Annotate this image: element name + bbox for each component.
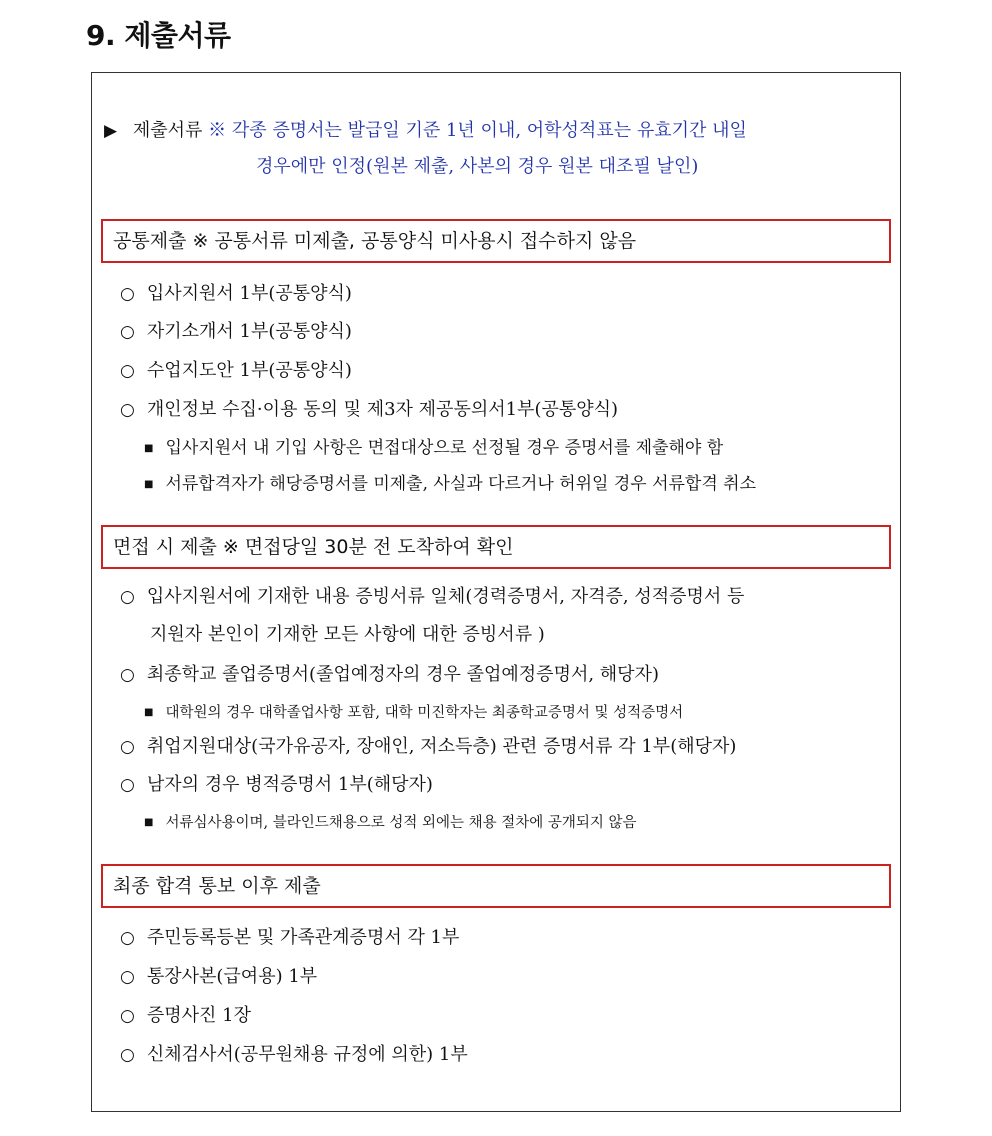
circle-bullet-icon: ○	[120, 737, 135, 757]
square-bullet-icon: ■	[144, 443, 154, 454]
section-title: 9. 제출서류	[86, 19, 231, 52]
sub-item	[144, 431, 723, 466]
list-item	[120, 919, 459, 957]
sub-item-text: 입사지원서 내 기입 사항은 면접대상으로 선정될 경우 증명서를 제출해야 함	[165, 438, 724, 458]
list-item	[120, 313, 352, 351]
sub-item	[144, 467, 756, 502]
group-header-final: 최종 합격 통보 이후 제출	[101, 864, 891, 908]
list-item-text: 통장사본(급여용) 1부	[146, 966, 318, 987]
group-header-common: 공통제출 ※ 공통서류 미제출, 공통양식 미사용시 접수하지 않음	[101, 219, 891, 263]
list-item	[120, 958, 317, 996]
list-item-text: 입사지원서 1부(공통양식)	[146, 283, 352, 304]
intro-note-line2: 경우에만 인정(원본 제출, 사본의 경우 원본 대조필 날인)	[256, 156, 699, 177]
list-item-continuation: 지원자 본인이 기재한 모든 사항에 대한 증빙서류 )	[150, 624, 545, 645]
list-item-text: 입사지원서에 기재한 내용 증빙서류 일체(경력증명서, 자격증, 성적증명서 등	[146, 586, 745, 607]
list-item-text: 신체검사서(공무원채용 규정에 의한) 1부	[146, 1044, 468, 1065]
intro-note-line1: ※ 각종 증명서는 발급일 기준 1년 이내, 어학성적표는 유효기간 내일	[208, 120, 747, 141]
circle-bullet-icon: ○	[120, 322, 135, 342]
sub-item	[144, 696, 683, 730]
circle-bullet-icon: ○	[120, 284, 135, 304]
list-item-text: 주민등록등본 및 가족관계증명서 각 1부	[146, 927, 460, 948]
sub-item-text: 서류심사용이며, 블라인드채용으로 성적 외에는 채용 절차에 공개되지 않음	[165, 815, 637, 831]
circle-bullet-icon: ○	[120, 967, 135, 987]
intro-note	[104, 113, 894, 185]
square-bullet-icon: ■	[144, 817, 154, 828]
list-item-text: 증명사진 1장	[146, 1005, 251, 1026]
circle-bullet-icon: ○	[120, 400, 135, 420]
list-item	[120, 1036, 468, 1074]
list-item-text: 남자의 경우 병적증명서 1부(해당자)	[146, 774, 433, 795]
intro-label: 제출서류	[132, 120, 203, 141]
list-item-text: 수업지도안 1부(공통양식)	[146, 360, 352, 381]
circle-bullet-icon: ○	[120, 361, 135, 381]
sub-item-text: 대학원의 경우 대학졸업사항 포함, 대학 미진학자는 최종학교증명서 및 성적증명서	[165, 705, 684, 721]
list-item	[120, 275, 352, 313]
list-item-text: 최종학교 졸업증명서(졸업예정자의 경우 졸업예정증명서, 해당자)	[146, 664, 659, 685]
arrow-right-icon: ▶	[104, 121, 118, 141]
list-item	[120, 352, 352, 390]
list-item	[120, 391, 618, 429]
circle-bullet-icon: ○	[120, 665, 135, 685]
list-item	[120, 656, 659, 694]
list-item	[120, 997, 251, 1035]
list-item-text: 개인정보 수집·이용 동의 및 제3자 제공동의서1부(공통양식)	[146, 399, 619, 420]
list-item-text: 취업지원대상(국가유공자, 장애인, 저소득층) 관련 증명서류 각 1부(해당자)	[146, 736, 737, 757]
circle-bullet-icon: ○	[120, 1045, 135, 1065]
circle-bullet-icon: ○	[120, 587, 135, 607]
square-bullet-icon: ■	[144, 479, 154, 490]
list-item-text: 자기소개서 1부(공통양식)	[146, 321, 352, 342]
sub-item-text: 서류합격자가 해당증명서를 미제출, 사실과 다르거나 허위일 경우 서류합격 취소	[165, 474, 757, 494]
group-header-interview: 면접 시 제출 ※ 면접당일 30분 전 도착하여 확인	[101, 525, 891, 569]
circle-bullet-icon: ○	[120, 928, 135, 948]
circle-bullet-icon: ○	[120, 1006, 135, 1026]
circle-bullet-icon: ○	[120, 775, 135, 795]
sub-item	[144, 806, 637, 840]
square-bullet-icon: ■	[144, 707, 154, 718]
document-frame	[91, 72, 901, 1112]
list-item	[120, 578, 744, 654]
list-item	[120, 766, 433, 804]
list-item	[120, 728, 736, 766]
